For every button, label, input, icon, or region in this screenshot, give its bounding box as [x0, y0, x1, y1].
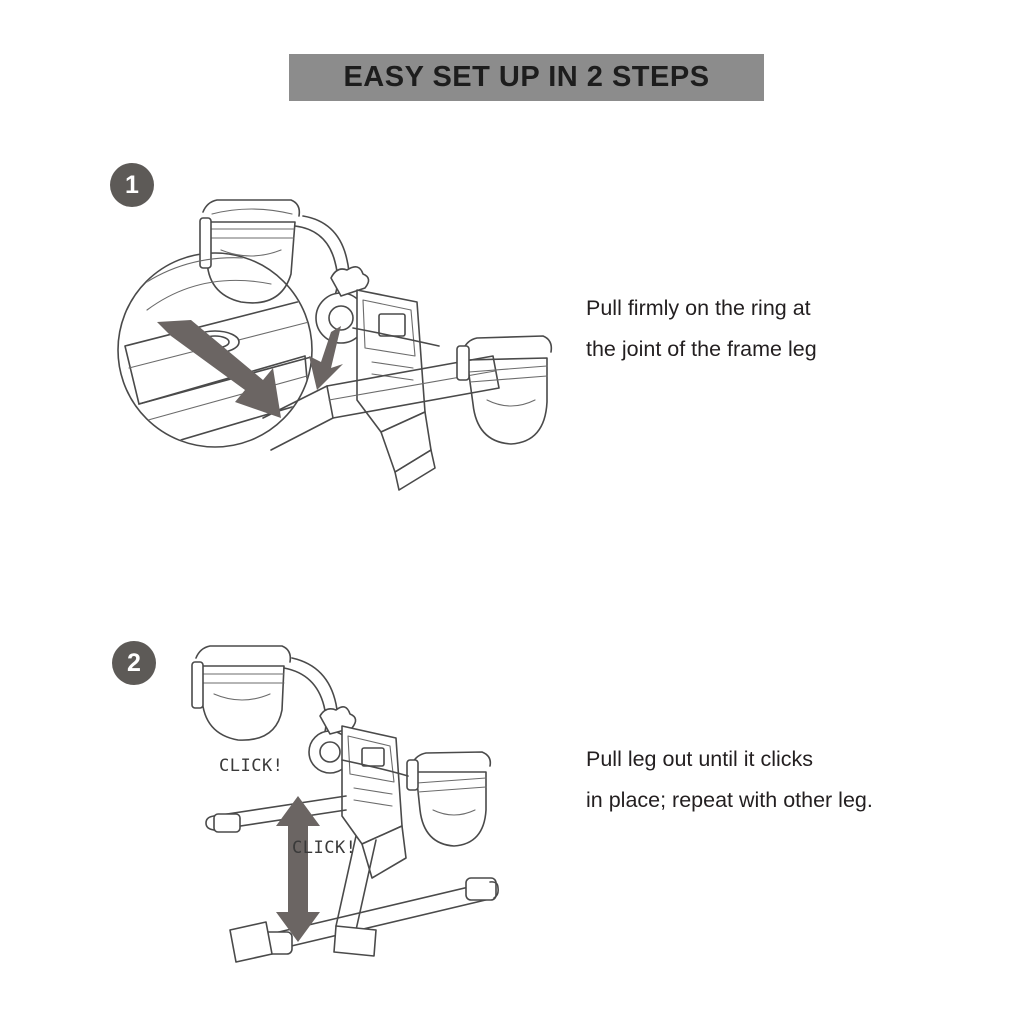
instruction-step-1 — [586, 288, 817, 370]
instruction-step-1-line2: the joint of the frame leg — [586, 337, 817, 361]
step-badge-2 — [112, 641, 156, 685]
pedal-exerciser-ring-detail-drawing — [95, 150, 575, 510]
instruction-step-2-line2: in place; repeat with other leg. — [586, 788, 873, 812]
step-number-1: 1 — [125, 170, 139, 199]
illustration-step-1 — [95, 150, 575, 510]
illustration-step-2 — [170, 630, 570, 970]
leg-extend-arrow — [276, 796, 320, 942]
page-title: EASY SET UP IN 2 STEPS — [343, 61, 710, 93]
click-callout-1: CLICK! — [219, 756, 284, 776]
click-callout-2: CLICK! — [292, 838, 357, 858]
header-banner — [289, 54, 764, 101]
instruction-step-1-line1: Pull firmly on the ring at — [586, 296, 811, 320]
instruction-step-2-line1: Pull leg out until it clicks — [586, 747, 814, 771]
step-number-2: 2 — [127, 648, 141, 677]
instruction-step-2 — [586, 739, 873, 821]
pedal-exerciser-leg-extend-drawing — [170, 630, 570, 970]
